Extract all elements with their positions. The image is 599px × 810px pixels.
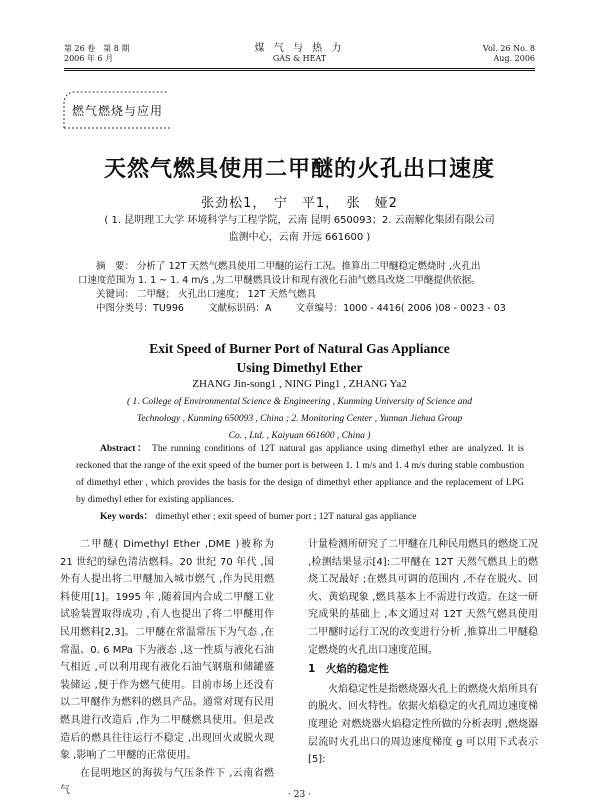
body-column-left (60, 536, 274, 800)
abstract-cn-label: 摘 要： (96, 261, 135, 272)
keywords-cn: 二甲醚； 火孔出口速度； 12T 天然气燃具 (137, 289, 316, 300)
article-no-value: 1000 - 4416( 2006 )08 - 0023 - 03 (343, 303, 506, 314)
authors-en: ZHANG Jin-song1 , NING Ping1 , ZHANG Ya2 (192, 378, 407, 390)
article-no-label: 文章编号： (295, 303, 344, 314)
doc-code-value: A (264, 303, 272, 314)
header-rule-top (64, 68, 535, 69)
keywords-cn-label: 关键词： (96, 289, 135, 300)
header-rule-bottom (64, 70, 535, 71)
affiliation-en-line: ( 1. College of Environmental Science & Engineering , Kunming University of Science and (127, 397, 472, 407)
clc-value: TU996 (153, 303, 184, 314)
classification-line (96, 302, 526, 316)
abstract-en-block (76, 441, 524, 526)
publication-date: 2006 年 6 月 (64, 54, 114, 63)
page-number: · 23 · (288, 790, 311, 800)
affiliation-cn (0, 212, 599, 246)
abstract-en-text: The running conditions of 12T natural gas appliance using dimethyl ether are analyzed. It is reckoned that the range of the exit speed of the burner port is between 1. 1 m/s and 1. 4 m/s during stable combustion of dimethyl ether , which provides the basis for the design of dimethyl ether appliance and the replacement of LPG by dimethyl ether for existing appliances. (76, 444, 524, 505)
section-heading: 1 火焰的稳定性 (308, 663, 389, 676)
authors-cn-text: 张劲松1， 宁 平1， 张 娅2 (201, 196, 398, 211)
volume-issue-en: Vol. 26 No. 8 (482, 44, 535, 53)
abstract-cn-text: 分析了 12T 天然气燃具使用二甲醚的运行工况。推算出二甲醚稳定燃烧时 ,火孔出 (137, 261, 481, 272)
abstract-cn (78, 260, 526, 316)
clc-label: 中图分类号： (96, 303, 154, 314)
publication-date-en: Aug. 2006 (493, 54, 535, 63)
article-title-en-line: Exit Speed of Burner Port of Natural Gas Appliance (149, 341, 450, 356)
body-paragraph: 二甲醚( Dimethyl Ether ,DME )被称为 21 世纪的绿色清洁燃料。20 世纪 70 年代 ,国外有人提出将二甲醚加入城市燃气 ,作为民用燃料使用[1]。1995 年 ,随着国内合成二甲醚工业试验装置取得成功 ,有人也提出了将二甲醚用作民用燃料[2,3]。二甲醚在常温常压下为气态 ,在常温、0. 6 MPa 下为液态 ,这一性质与液化石油气相近 ,可以利用现有液化石油气钢瓶和储罐盛装储运 ,便于作为燃气使用。目前市场上还没有以二甲醚作为燃料的燃具产品。通常对现有民用燃具进行改造后 ,作为二甲醚燃具使用。但是改造后的燃具往往运行不稳定 ,出现回火或脱火现象 ,影响了二甲醚的正常使用。 (60, 539, 274, 762)
volume-issue: 第 26 卷 第 8 期 (64, 44, 130, 53)
doc-code-label: 文献标识码： (207, 303, 265, 314)
affiliation-en (0, 394, 599, 445)
abstract-cn-text-2: 口速度范围为 1. 1 ~ 1. 4 m/s ,为二甲醚燃具设计和现有液化石油气燃具改烧二甲醚提供依据。 (78, 275, 481, 286)
journal-name-en: GAS & HEAT (272, 54, 327, 63)
body-paragraph: 火焰稳定性是指燃烧器火孔上的燃烧火焰所具有的脱火、回火特性。依据火焰稳定的火孔周边速度梯度理论 对燃烧器火焰稳定性所做的分析表明 ,燃烧器层流时火孔出口的周边速度梯度 g 可以用下式表示[5]: (308, 683, 538, 766)
body-paragraph: 计量检测所研究了二甲醚在几种民用燃具的燃烧工况 ,检测结果显示[4]:二甲醚在 12T 天然气燃具上的燃烧工况最好 ;在燃具可调的范围内 ,不存在脱火、回火、黄焰现象 ,燃具基本上不需进行改造。在这一研究成果的基础上 ,本文通过对 12T 天然气燃具使用二甲醚时运行工况的改变进行分析 ,推算出二甲醚稳定燃烧的火孔出口速度范围。 (308, 539, 538, 656)
body-column-right (308, 536, 538, 769)
abstract-cn-line (96, 260, 526, 274)
article-title-cn: 天然气燃具使用二甲醚的火孔出口速度 (103, 157, 495, 182)
body-paragraph: 在昆明地区的海拔与气压条件下 ,云南省燃气 (60, 767, 274, 797)
keywords-en-label: Key words： (100, 512, 154, 522)
journal-name-cn: 煤 气 与 热 力 (254, 43, 345, 54)
affiliation-en-line: Co. , Ltd. , Kaiyuan 661600 , China ) (228, 431, 371, 441)
keywords-cn-line (96, 288, 526, 302)
keywords-en: dimethyl ether ; exit speed of burner port ; 12T natural gas appliance (155, 512, 417, 522)
abstract-en-paragraph (76, 441, 524, 509)
column-tag (62, 90, 172, 130)
authors-cn (0, 192, 599, 211)
column-tag-label: 燃气燃烧与应用 (72, 104, 164, 118)
journal-volume-info-en (483, 44, 535, 64)
abstract-en-label: Abstract： (100, 444, 149, 454)
keywords-en-line (76, 509, 524, 526)
article-title-en-line: Using Dimethyl Ether (236, 360, 363, 375)
affiliation-cn-line: ( 1. 昆明理工大学 环境科学与工程学院，云南 昆明 650093；2. 云南解化集团有限公司 (104, 215, 495, 226)
article-title-en (0, 339, 599, 377)
affiliation-cn-line: 监测中心，云南 开远 661600 ) (228, 232, 371, 243)
affiliation-en-line: Technology , Kunming 650093 , China ; 2. Monitoring Center , Yunnan Jiehua Group (136, 414, 463, 424)
